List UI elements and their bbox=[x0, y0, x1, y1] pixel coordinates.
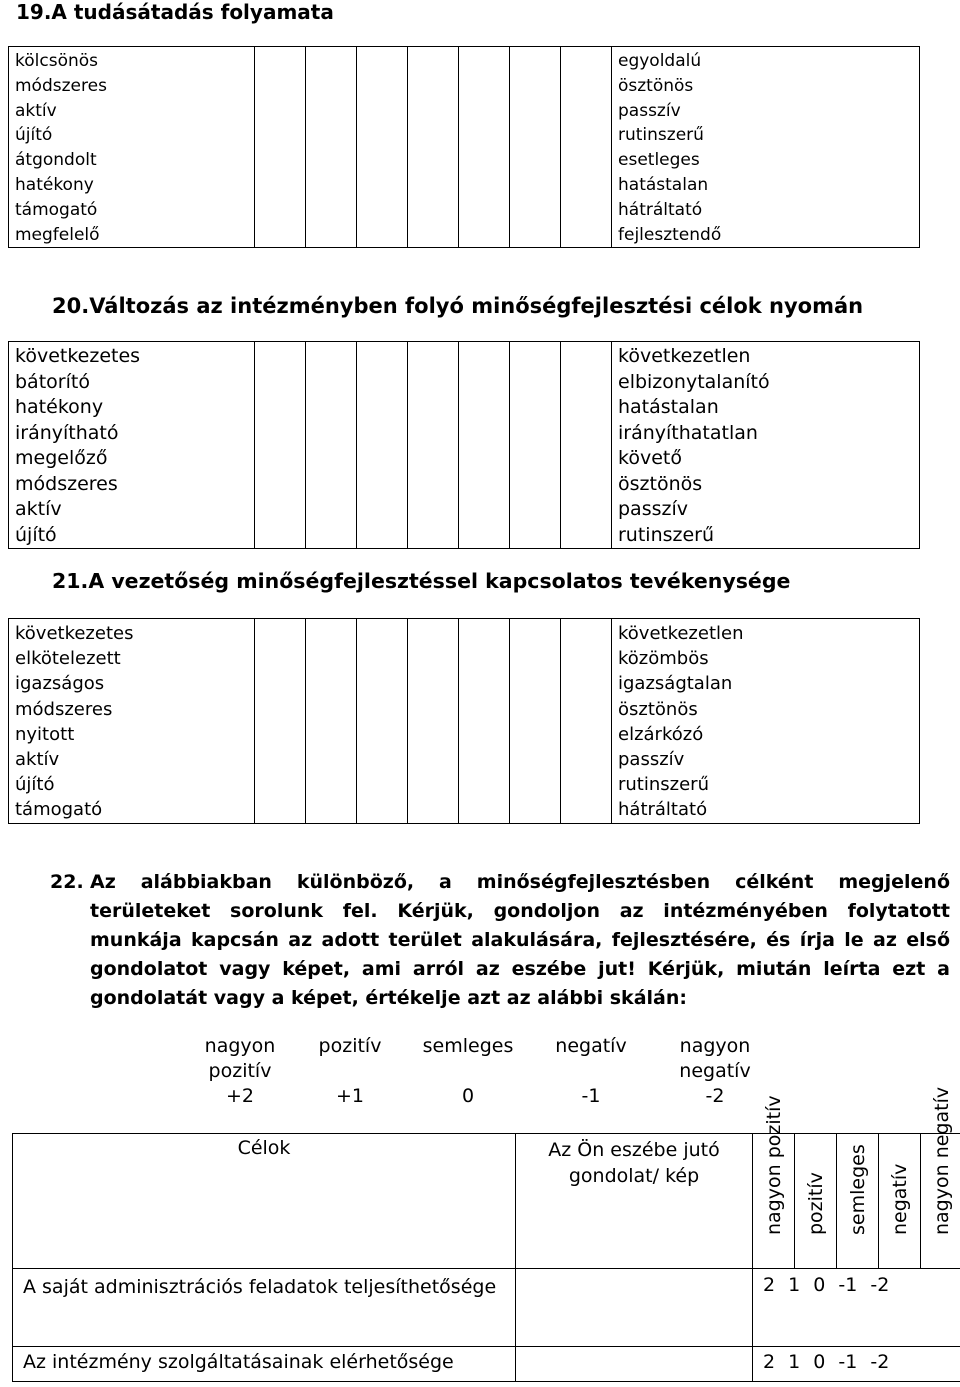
q19-semantic-table bbox=[8, 46, 920, 248]
scale-box[interactable] bbox=[561, 342, 612, 549]
q22-number: 22. bbox=[50, 871, 84, 893]
q21-left-word: elkötelezett bbox=[15, 648, 121, 670]
q20-left-word: újító bbox=[15, 523, 57, 546]
q20-right-word: hatástalan bbox=[618, 396, 719, 418]
q21-right-cell bbox=[612, 619, 920, 824]
scale-box[interactable] bbox=[510, 342, 561, 549]
q19-right-word: rutinszerű bbox=[618, 125, 704, 146]
q21-left-word: módszeres bbox=[15, 698, 113, 720]
q20-right-word: rutinszerű bbox=[618, 523, 715, 546]
q20-left-cell bbox=[9, 342, 255, 549]
q21-left-word: támogató bbox=[15, 799, 103, 821]
q21-left-word: újító bbox=[15, 774, 55, 796]
q19-right-word: passzív bbox=[618, 100, 681, 121]
q19-left-cell bbox=[9, 47, 255, 248]
q19-title: 19.A tudásátadás folyamata bbox=[16, 0, 334, 24]
q20-right-word: követő bbox=[618, 447, 682, 469]
scale-box[interactable] bbox=[510, 47, 561, 248]
q20-left-word: bátorító bbox=[15, 370, 90, 393]
col-goals-header: Célok bbox=[13, 1134, 516, 1269]
q19-right-word: fejlesztendő bbox=[618, 224, 722, 245]
scale-box[interactable] bbox=[357, 342, 408, 549]
q19-left-word: kölcsönös bbox=[15, 51, 98, 71]
scale-box[interactable] bbox=[306, 47, 357, 248]
goal-label: A saját adminisztrációs feladatok teljesíthetősége bbox=[13, 1269, 516, 1347]
scale-legend-item: pozitív +1 bbox=[318, 1035, 382, 1107]
q19-left-word: hatékony bbox=[15, 174, 94, 195]
q22-goals-table bbox=[12, 1086, 960, 1382]
rating-option: -2 bbox=[870, 1274, 890, 1296]
thought-answer-cell[interactable] bbox=[516, 1269, 753, 1347]
scale-box[interactable] bbox=[357, 619, 408, 824]
rating-option: -1 bbox=[838, 1274, 858, 1296]
q19-right-word: egyoldalú bbox=[618, 51, 702, 71]
scale-box[interactable] bbox=[408, 342, 459, 549]
scale-box[interactable] bbox=[306, 619, 357, 824]
q21-right-word: passzív bbox=[618, 749, 685, 771]
q20-left-word: módszeres bbox=[15, 472, 118, 495]
rating-option: 2 bbox=[763, 1274, 776, 1296]
q20-left-word: következetes bbox=[15, 345, 141, 367]
rating-option: 1 bbox=[788, 1351, 801, 1373]
q21-left-word: igazságos bbox=[15, 673, 105, 695]
q19-left-word: megfelelő bbox=[15, 224, 100, 245]
q19-left-word: aktív bbox=[15, 100, 57, 121]
q21-left-word: nyitott bbox=[15, 723, 75, 745]
q19-right-word: esetleges bbox=[618, 150, 700, 171]
q20-left-word: aktív bbox=[15, 498, 62, 520]
col-rating-header: pozitív bbox=[795, 1134, 837, 1269]
goal-label: Az intézmény szolgáltatásainak elérhetősége bbox=[13, 1347, 516, 1382]
q19-right-cell bbox=[612, 47, 920, 248]
q22-text: Az alábbiakban különböző, a minőségfejlesztésben célként megjelenő területeket sorolunk fel. Kérjük, gondoljon az intézményében folytatott munkája kapcsán az adott terület alakulására, fejlesztésére, és írja le az első gondolatot vagy képet, ami arról az eszébe jut! Kérjük, miután leírta ezt a gondolatát vagy a képet, értékelje azt az alábbi skálán: bbox=[90, 871, 950, 1009]
q19-left-word: átgondolt bbox=[15, 150, 97, 171]
rating-option: -1 bbox=[838, 1351, 858, 1373]
col-rating-header: negatív bbox=[879, 1134, 921, 1269]
scale-box[interactable] bbox=[408, 47, 459, 248]
scale-box[interactable] bbox=[459, 47, 510, 248]
q20-left-word: hatékony bbox=[15, 396, 104, 418]
q21-semantic-table bbox=[8, 618, 920, 824]
q21-right-word: következetlen bbox=[618, 623, 744, 644]
scale-box[interactable] bbox=[255, 47, 306, 248]
q21-left-word: aktív bbox=[15, 749, 60, 771]
q19-left-word: módszeres bbox=[15, 75, 107, 96]
scale-legend-item: nagyon negatív -2 bbox=[679, 1035, 751, 1107]
col-rating-header: nagyon pozitív bbox=[753, 1134, 795, 1269]
scale-box[interactable] bbox=[255, 342, 306, 549]
q20-right-word: irányíthatatlan bbox=[618, 421, 758, 444]
q20-right-cell bbox=[612, 342, 920, 549]
q21-right-word: közömbös bbox=[618, 648, 709, 670]
scale-box[interactable] bbox=[255, 619, 306, 824]
rating-option: 0 bbox=[813, 1351, 826, 1373]
q21-right-word: rutinszerű bbox=[618, 774, 709, 796]
rating-options[interactable] bbox=[753, 1269, 960, 1347]
rating-options[interactable] bbox=[753, 1347, 960, 1382]
col-rating-header: nagyon negatív bbox=[921, 1134, 960, 1269]
rating-option: 2 bbox=[763, 1351, 776, 1373]
q20-semantic-table bbox=[8, 341, 920, 549]
scale-box[interactable] bbox=[459, 619, 510, 824]
scale-legend-item: negatív -1 bbox=[555, 1035, 627, 1107]
scale-box[interactable] bbox=[357, 47, 408, 248]
q20-left-word: megelőző bbox=[15, 447, 108, 469]
scale-legend-item: semleges 0 bbox=[422, 1035, 514, 1107]
q19-right-word: hátráltató bbox=[618, 199, 703, 220]
q19-left-word: támogató bbox=[15, 199, 98, 220]
scale-box[interactable] bbox=[408, 619, 459, 824]
scale-legend-item: nagyon pozitív +2 bbox=[204, 1035, 276, 1107]
scale-box[interactable] bbox=[459, 342, 510, 549]
q19-right-word: ösztönös bbox=[618, 75, 694, 96]
col-thought-header: Az Ön eszébe jutó gondolat/ kép bbox=[516, 1134, 753, 1269]
q19-right-word: hatástalan bbox=[618, 174, 709, 195]
q19-left-word: újító bbox=[15, 125, 53, 146]
q20-right-word: elbizonytalanító bbox=[618, 370, 770, 393]
q21-left-cell bbox=[9, 619, 255, 824]
q21-left-word: következetes bbox=[15, 623, 134, 644]
scale-box[interactable] bbox=[561, 619, 612, 824]
rating-option: -2 bbox=[870, 1351, 890, 1373]
q21-right-word: hátráltató bbox=[618, 799, 708, 821]
rating-option: 0 bbox=[813, 1274, 826, 1296]
q21-right-word: igazságtalan bbox=[618, 673, 733, 695]
q20-right-word: ösztönös bbox=[618, 472, 703, 495]
q20-title: 20.Változás az intézményben folyó minőségfejlesztési célok nyomán bbox=[52, 294, 864, 318]
q22-instructions bbox=[50, 868, 950, 1013]
q20-right-word: passzív bbox=[618, 498, 688, 520]
q20-right-word: következetlen bbox=[618, 345, 751, 367]
rating-option: 1 bbox=[788, 1274, 801, 1296]
q21-right-word: elzárkózó bbox=[618, 723, 704, 745]
scale-box[interactable] bbox=[510, 619, 561, 824]
thought-answer-cell[interactable] bbox=[516, 1347, 753, 1382]
q20-left-word: irányítható bbox=[15, 421, 119, 444]
q21-title: 21.A vezetőség minőségfejlesztéssel kapcsolatos tevékenysége bbox=[52, 569, 791, 593]
q21-right-word: ösztönös bbox=[618, 698, 698, 720]
scale-box[interactable] bbox=[561, 47, 612, 248]
scale-box[interactable] bbox=[306, 342, 357, 549]
col-rating-header: semleges bbox=[837, 1134, 879, 1269]
